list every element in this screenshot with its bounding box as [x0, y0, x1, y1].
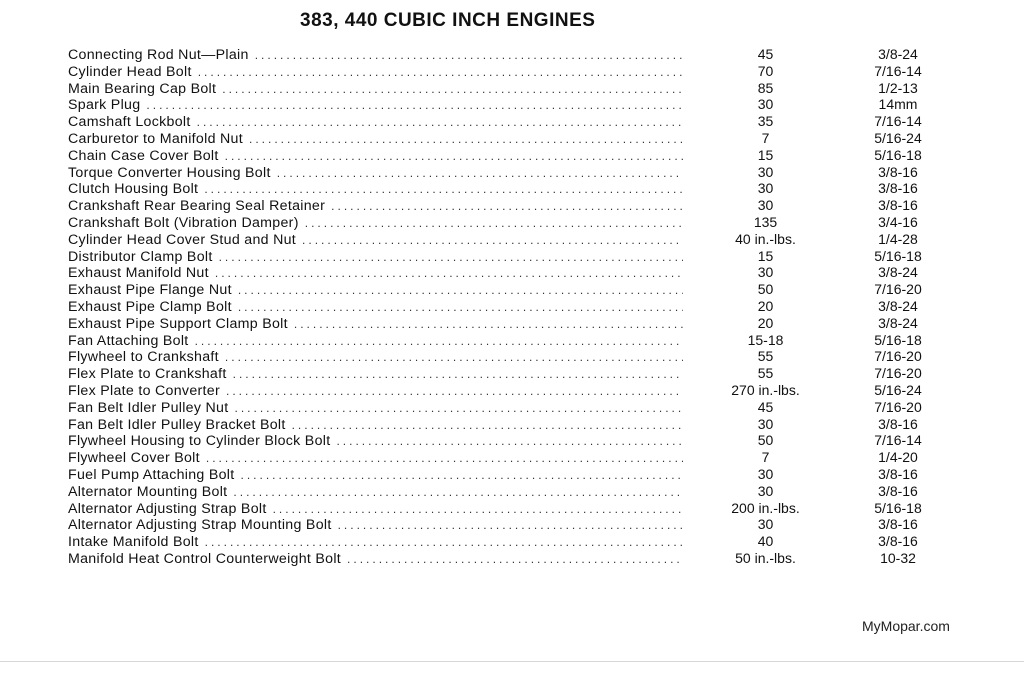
spec-label: Fan Attaching Bolt: [68, 332, 189, 349]
dot-leader: [146, 97, 683, 114]
table-row: [68, 432, 948, 449]
thread-size: 3/8-16: [878, 482, 918, 499]
thread-size: 3/8-16: [878, 197, 918, 214]
spec-label-cell: [68, 467, 683, 484]
torque-value: 200 in.-lbs.: [731, 499, 800, 516]
dot-leader: [219, 249, 683, 266]
table-row: [68, 264, 948, 281]
dot-leader: [347, 551, 683, 568]
torque-value: 270 in.-lbs.: [731, 381, 800, 398]
spec-label: Alternator Adjusting Strap Bolt: [68, 500, 267, 517]
spec-label: Manifold Heat Control Counterweight Bolt: [68, 550, 342, 567]
thread-size: 7/16-14: [874, 113, 922, 130]
thread-size: 1/4-20: [878, 449, 918, 466]
dot-leader: [205, 534, 683, 551]
torque-value: 30: [757, 197, 774, 214]
table-row: [68, 399, 948, 416]
spec-label: Crankshaft Rear Bearing Seal Retainer: [68, 198, 326, 215]
spec-label-cell: [68, 215, 683, 232]
torque-value: 35: [757, 113, 774, 130]
spec-label-cell: [68, 114, 683, 131]
dot-leader: [206, 450, 683, 467]
spec-label: Exhaust Pipe Support Clamp Bolt: [68, 315, 288, 332]
table-row: [68, 500, 948, 517]
torque-value: 70: [757, 62, 774, 79]
table-row: [68, 231, 948, 248]
spec-label: Intake Manifold Bolt: [68, 534, 199, 551]
dot-leader: [255, 47, 683, 64]
torque-value: 55: [757, 365, 774, 382]
thread-size: 1/2-13: [878, 79, 918, 96]
thread-size: 7/16-20: [874, 398, 922, 415]
thread-size: 10-32: [880, 549, 916, 566]
table-row: [68, 365, 948, 382]
spec-label-cell: [68, 249, 683, 266]
watermark: MyMopar.com: [862, 618, 950, 634]
spec-label: Cylinder Head Bolt: [68, 63, 192, 80]
spec-label-cell: [68, 64, 683, 81]
dot-leader: [331, 198, 683, 215]
spec-label-cell: [68, 534, 683, 551]
torque-value: 30: [757, 264, 774, 281]
spec-label-cell: [68, 484, 683, 501]
thread-size: 5/16-18: [874, 247, 922, 264]
dot-leader: [305, 215, 683, 232]
dot-leader: [222, 81, 683, 98]
spec-label: Fan Belt Idler Pulley Nut: [68, 399, 229, 416]
table-row: [68, 164, 948, 181]
torque-value: 7: [761, 449, 770, 466]
dot-leader: [225, 349, 683, 366]
spec-label-cell: [68, 181, 683, 198]
table-row: [68, 197, 948, 214]
spec-label-cell: [68, 433, 683, 450]
dot-leader: [233, 366, 683, 383]
spec-label-cell: [68, 47, 683, 64]
torque-value: 50 in.-lbs.: [735, 549, 796, 566]
spec-label-cell: [68, 450, 683, 467]
torque-value: 20: [757, 297, 774, 314]
spec-label: Carburetor to Manifold Nut: [68, 130, 243, 147]
spec-label-cell: [68, 383, 683, 400]
table-row: [68, 180, 948, 197]
spec-label: Spark Plug: [68, 97, 141, 114]
dot-leader: [338, 517, 683, 534]
thread-size: 5/16-24: [874, 129, 922, 146]
dot-leader: [273, 501, 683, 518]
spec-label-cell: [68, 400, 683, 417]
spec-label: Alternator Adjusting Strap Mounting Bolt: [68, 517, 332, 534]
spec-label: Fan Belt Idler Pulley Bracket Bolt: [68, 416, 286, 433]
torque-value: 15: [757, 247, 774, 264]
thread-size: 1/4-28: [878, 230, 918, 247]
thread-size: 3/8-24: [878, 264, 918, 281]
dot-leader: [204, 181, 683, 198]
dot-leader: [233, 484, 683, 501]
torque-value: 45: [757, 46, 774, 62]
spec-label-cell: [68, 501, 683, 518]
spec-label: Flywheel Housing to Cylinder Block Bolt: [68, 433, 331, 450]
spec-label-cell: [68, 316, 683, 333]
table-row: [68, 382, 948, 399]
thread-size: 3/8-16: [878, 533, 918, 550]
dot-leader: [294, 316, 683, 333]
spec-label-cell: [68, 366, 683, 383]
torque-value: 30: [757, 482, 774, 499]
torque-value: 30: [757, 180, 774, 197]
spec-label: Flex Plate to Crankshaft: [68, 366, 227, 383]
spec-label: Clutch Housing Bolt: [68, 181, 199, 198]
spec-label: Exhaust Pipe Flange Nut: [68, 282, 232, 299]
spec-label-cell: [68, 299, 683, 316]
dot-leader: [225, 148, 683, 165]
spec-label-cell: [68, 81, 683, 98]
spec-label-cell: [68, 148, 683, 165]
spec-label: Flex Plate to Converter: [68, 382, 220, 399]
table-row: [68, 550, 948, 567]
table-row: [68, 449, 948, 466]
spec-label-cell: [68, 333, 683, 350]
dot-leader: [336, 433, 683, 450]
spec-label: Flywheel Cover Bolt: [68, 450, 200, 467]
spec-label-cell: [68, 349, 683, 366]
torque-value: 15-18: [747, 331, 784, 348]
table-row: [68, 315, 948, 332]
torque-value: 40 in.-lbs.: [735, 230, 796, 247]
dot-leader: [302, 232, 683, 249]
torque-value: 40: [757, 533, 774, 550]
table-row: [68, 113, 948, 130]
bottom-divider: [0, 661, 1024, 662]
spec-label: Main Bearing Cap Bolt: [68, 80, 217, 97]
dot-leader: [215, 265, 683, 282]
spec-label: Torque Converter Housing Bolt: [68, 164, 271, 181]
table-row: [68, 483, 948, 500]
thread-size: 3/8-16: [878, 180, 918, 197]
table-row: [68, 516, 948, 533]
dot-leader: [234, 400, 683, 417]
thread-size: 7/16-20: [874, 365, 922, 382]
torque-value: 7: [761, 129, 770, 146]
spec-label: Exhaust Manifold Nut: [68, 265, 209, 282]
spec-label-cell: [68, 165, 683, 182]
torque-value: 50: [757, 281, 774, 298]
spec-label: Chain Case Cover Bolt: [68, 147, 219, 164]
spec-label-cell: [68, 232, 683, 249]
thread-size: 7/16-14: [874, 62, 922, 79]
spec-label-cell: [68, 131, 683, 148]
dot-leader: [238, 282, 683, 299]
table-row: [68, 130, 948, 147]
table-row: [68, 63, 948, 80]
dot-leader: [277, 165, 683, 182]
thread-size: 3/8-16: [878, 516, 918, 533]
thread-size: 3/8-24: [878, 297, 918, 314]
table-row: [68, 147, 948, 164]
thread-size: 7/16-20: [874, 281, 922, 298]
table-row: [68, 46, 948, 63]
table-row: [68, 416, 948, 433]
spec-label-cell: [68, 198, 683, 215]
thread-size: 3/8-24: [878, 314, 918, 331]
table-row: [68, 214, 948, 231]
thread-size: 5/16-18: [874, 499, 922, 516]
spec-label: Distributor Clamp Bolt: [68, 248, 213, 265]
spec-label-cell: [68, 265, 683, 282]
dot-leader: [198, 64, 683, 81]
torque-value: 85: [757, 79, 774, 96]
spec-label: Cylinder Head Cover Stud and Nut: [68, 231, 297, 248]
table-row: [68, 332, 948, 349]
dot-leader: [195, 333, 683, 350]
thread-size: 3/8-16: [878, 163, 918, 180]
torque-value: 30: [757, 465, 774, 482]
thread-size: 7/16-20: [874, 348, 922, 365]
table-row: [68, 348, 948, 365]
torque-value: 135: [753, 213, 778, 230]
spec-label-cell: [68, 517, 683, 534]
thread-size: 3/4-16: [878, 213, 918, 230]
thread-size: 3/8-16: [878, 415, 918, 432]
table-row: [68, 466, 948, 483]
dot-leader: [292, 417, 683, 434]
table-row: [68, 281, 948, 298]
torque-value: 30: [757, 415, 774, 432]
thread-size: 3/8-24: [878, 46, 918, 62]
thread-size: 5/16-18: [874, 331, 922, 348]
torque-value: 15: [757, 146, 774, 163]
spec-label: Connecting Rod Nut—Plain: [68, 47, 249, 63]
thread-size: 5/16-18: [874, 146, 922, 163]
thread-size: 7/16-14: [874, 432, 922, 449]
thread-size: 5/16-24: [874, 381, 922, 398]
torque-value: 50: [757, 432, 774, 449]
dot-leader: [197, 114, 683, 131]
spec-label: Crankshaft Bolt (Vibration Damper): [68, 214, 299, 231]
spec-label: Exhaust Pipe Clamp Bolt: [68, 298, 232, 315]
torque-value: 30: [757, 516, 774, 533]
dot-leader: [241, 467, 683, 484]
table-row: [68, 298, 948, 315]
spec-label: Flywheel to Crankshaft: [68, 349, 219, 366]
torque-value: 30: [757, 163, 774, 180]
thread-size: 14mm: [878, 96, 918, 113]
table-row: [68, 80, 948, 97]
spec-label-cell: [68, 97, 683, 114]
spec-label-cell: [68, 282, 683, 299]
torque-value: 30: [757, 96, 774, 113]
table-row: [68, 96, 948, 113]
spec-label: Alternator Mounting Bolt: [68, 483, 228, 500]
spec-label: Fuel Pump Attaching Bolt: [68, 466, 235, 483]
torque-value: 45: [757, 398, 774, 415]
thread-size: 3/8-16: [878, 465, 918, 482]
page-title: 383, 440 CUBIC INCH ENGINES: [300, 10, 596, 31]
dot-leader: [226, 383, 683, 400]
dot-leader: [249, 131, 683, 148]
spec-label-cell: [68, 417, 683, 434]
torque-spec-table: [68, 46, 948, 567]
torque-value: 55: [757, 348, 774, 365]
table-row: [68, 248, 948, 265]
spec-label-cell: [68, 551, 683, 568]
dot-leader: [238, 299, 683, 316]
torque-value: 20: [757, 314, 774, 331]
spec-label: Camshaft Lockbolt: [68, 114, 191, 131]
table-row: [68, 533, 948, 550]
